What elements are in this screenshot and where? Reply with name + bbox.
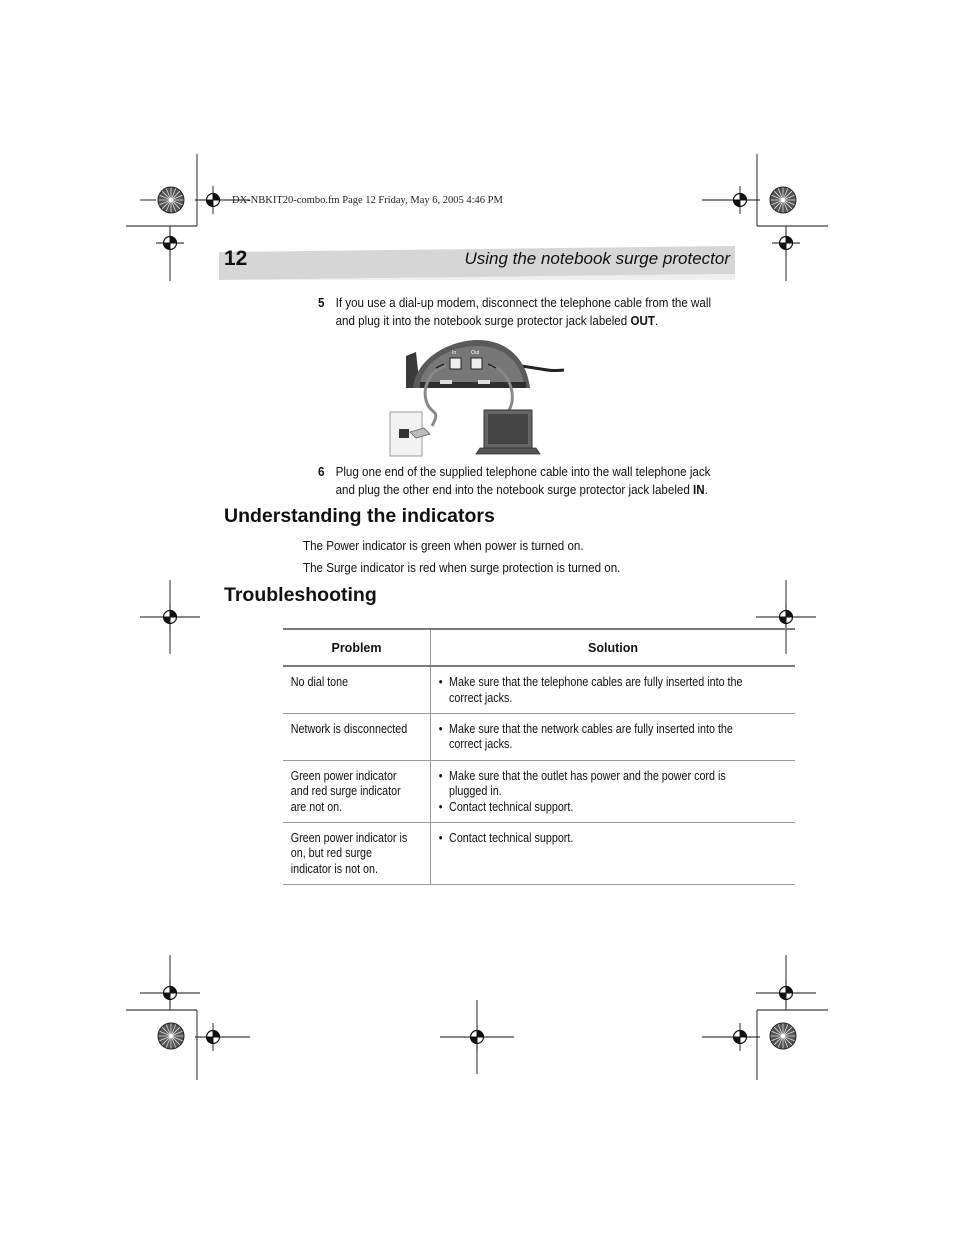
indicators-heading: Understanding the indicators [224, 505, 495, 527]
step-text: If you use a dial-up modem, disconnect the telephone cable from the wall and plug it into the notebook surge protector jack labeled [335, 295, 712, 328]
solution-item: • Make sure that the outlet has power and the power cord is plugged in. [439, 769, 744, 800]
problem-cell: Network is disconnected [283, 713, 431, 760]
in-port [450, 358, 461, 369]
table-row [283, 822, 795, 884]
problem-column-header: Problem [283, 629, 431, 666]
table-row [283, 760, 795, 822]
solution-cell [431, 713, 796, 760]
solution-item: • Make sure that the telephone cables are fully inserted into the correct jacks. [439, 675, 744, 706]
out-label: Out [471, 350, 480, 356]
step-6: 6 Plug one end of the supplied telephone cable into the wall telephone jack and plug the other end into the notebook surge protector jack labeled IN. [318, 464, 711, 497]
step-text: Plug one end of the supplied telephone cable into the wall telephone jack and plug the other end into the notebook surge protector jack labeled [335, 464, 711, 497]
problem-cell: Green power indicator and red surge indicator are not on. [283, 760, 431, 822]
step-5: 5 If you use a dial-up modem, disconnect the telephone cable from the wall and plug it into the notebook surge protector jack labeled OUT. [318, 295, 712, 328]
troubleshooting-heading: Troubleshooting [224, 584, 377, 606]
running-title: Using the notebook surge protector [464, 249, 730, 268]
print-slug: DX-NBKIT20-combo.fm Page 12 Friday, May 6, 2005 4:46 PM [232, 195, 503, 206]
connection-illustration [380, 338, 570, 460]
laptop-illustration [476, 410, 540, 454]
surge-indicator-text: The Surge indicator is red when surge protection is turned on. [303, 560, 621, 575]
table-header-row [283, 629, 795, 666]
step-jack-label: IN [693, 482, 705, 497]
wall-jack [390, 412, 430, 456]
problem-cell: No dial tone [283, 666, 431, 713]
page-number: 12 [224, 247, 248, 270]
problem-cell: Green power indicator is on, but red surge indicator is not on. [283, 822, 431, 884]
solution-cell [431, 822, 796, 884]
solution-item: • Contact technical support. [439, 800, 744, 816]
in-label: In [452, 350, 457, 356]
solution-cell [431, 760, 796, 822]
step-number: 6 [318, 464, 325, 479]
table-row [283, 713, 795, 760]
power-indicator-text: The Power indicator is green when power is turned on. [303, 538, 584, 553]
out-port [471, 358, 482, 369]
solution-item: • Contact technical support. [439, 831, 744, 847]
solution-column-header: Solution [431, 629, 796, 666]
surge-protector-unit [406, 340, 530, 388]
table-row [283, 666, 795, 713]
solution-item: • Make sure that the network cables are fully inserted into the correct jacks. [439, 722, 744, 753]
troubleshooting-table [283, 628, 795, 885]
step-jack-label: OUT [630, 313, 655, 328]
solution-cell [431, 666, 796, 713]
step-number: 5 [318, 295, 325, 310]
